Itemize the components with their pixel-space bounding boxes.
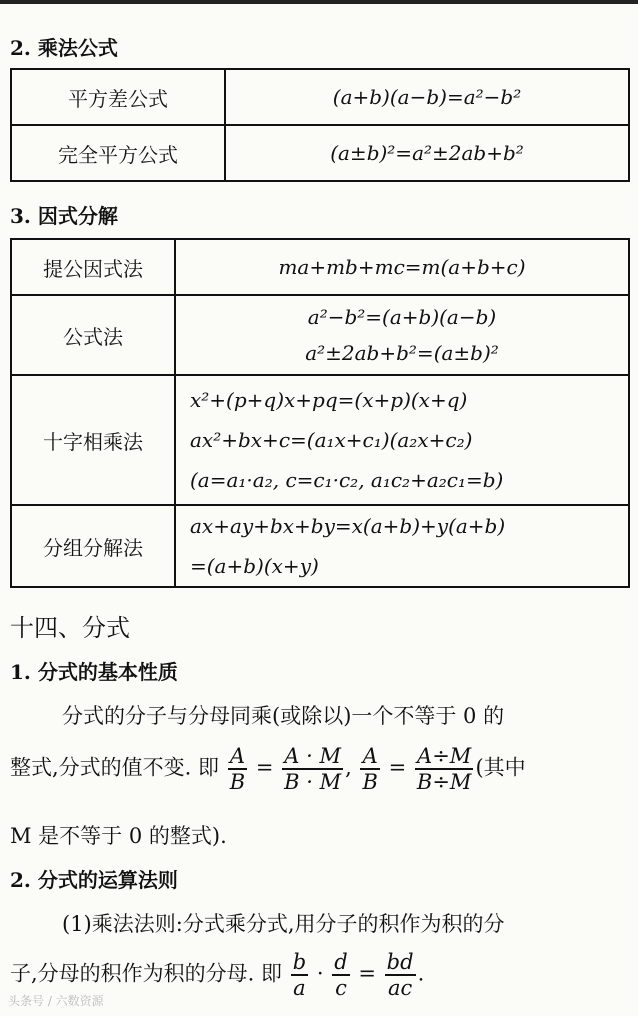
denominator: B · M	[284, 770, 342, 794]
subsection-heading-operation-rules: 2. 分式的运算法则	[10, 868, 178, 892]
denominator: B	[229, 770, 246, 794]
fraction	[282, 744, 343, 794]
denominator: c	[335, 976, 347, 1000]
multiply-dot: ·	[316, 961, 324, 986]
method-name: 公式法	[11, 295, 175, 375]
table-row	[11, 295, 629, 375]
formula-line: =(a+b)(x+y)	[190, 554, 319, 578]
section-heading-multiplication: 2. 乘法公式	[10, 36, 118, 60]
factorization-table	[10, 238, 630, 588]
formula-name: 平方差公式	[11, 69, 225, 125]
formula-cell	[175, 505, 629, 587]
numerator: A	[228, 744, 247, 770]
numerator: b	[292, 950, 307, 974]
numerator: d	[334, 950, 348, 974]
formula-line: x²+(p+q)x+pq=(x+p)(x+q)	[190, 388, 468, 412]
table-row	[11, 69, 629, 125]
section-heading-factorization: 3. 因式分解	[10, 204, 118, 228]
numerator: A · M	[282, 744, 343, 770]
table-row	[11, 239, 629, 295]
numerator: bd	[386, 950, 414, 974]
fraction	[385, 950, 416, 1000]
paragraph-line: 分式的分子与分母同乘(或除以)一个不等于 0 的	[62, 704, 505, 728]
chapter-title: 十四、分式	[10, 614, 130, 642]
fraction	[415, 744, 474, 794]
formula: (a+b)(a−b)=a²−b²	[225, 69, 629, 125]
watermark: 头条号 / 六数资源	[8, 994, 104, 1008]
denominator: a	[293, 976, 306, 1000]
numerator: A	[360, 744, 379, 770]
formula-line: ax²+bx+c=(a₁x+c₁)(a₂x+c₂)	[190, 428, 473, 452]
table-row	[11, 375, 629, 505]
paragraph-text: 子,分母的积作为积的分母. 即	[10, 961, 283, 986]
paragraph-text: 整式,分式的值不变. 即	[10, 755, 220, 780]
formula-line: a²−b²=(a+b)(a−b)	[307, 305, 497, 329]
denominator: B÷M	[416, 770, 472, 794]
fraction	[332, 950, 349, 1000]
denominator: ac	[387, 976, 413, 1000]
multiplication-formula-table	[10, 68, 630, 182]
equals-sign: =	[388, 755, 407, 780]
formula-name: 完全平方公式	[11, 125, 225, 181]
method-name: 十字相乘法	[11, 375, 175, 505]
formula-line: (a=a₁·a₂, c=c₁·c₂, a₁c₂+a₂c₁=b)	[190, 468, 504, 492]
table-row	[11, 505, 629, 587]
formula: (a±b)²=a²±2ab+b²	[225, 125, 629, 181]
top-rule	[0, 0, 638, 4]
formula-line: a²±2ab+b²=(a±b)²	[305, 341, 499, 365]
paragraph-line-with-fractions	[10, 744, 526, 794]
period: .	[417, 961, 425, 986]
paragraph-line: (1)乘法法则:分式乘分式,用分子的积作为积的分	[62, 912, 505, 936]
numerator: A÷M	[415, 744, 474, 770]
equals-sign: =	[255, 755, 274, 780]
equals-sign: =	[358, 961, 376, 986]
subsection-heading-basic-property: 1. 分式的基本性质	[10, 660, 178, 684]
paragraph-line: M 是不等于 0 的整式).	[10, 824, 227, 848]
formula: ma+mb+mc=m(a+b+c)	[175, 239, 629, 295]
comma: ,	[345, 755, 352, 780]
formula-cell	[175, 375, 629, 505]
table-row	[11, 125, 629, 181]
method-name: 分组分解法	[11, 505, 175, 587]
fraction	[228, 744, 247, 794]
denominator: B	[362, 770, 378, 794]
paragraph-text: (其中	[475, 755, 526, 780]
formula-cell	[175, 295, 629, 375]
formula-line: ax+ay+bx+by=x(a+b)+y(a+b)	[190, 514, 506, 538]
fraction	[291, 950, 308, 1000]
fraction	[360, 744, 379, 794]
method-name: 提公因式法	[11, 239, 175, 295]
